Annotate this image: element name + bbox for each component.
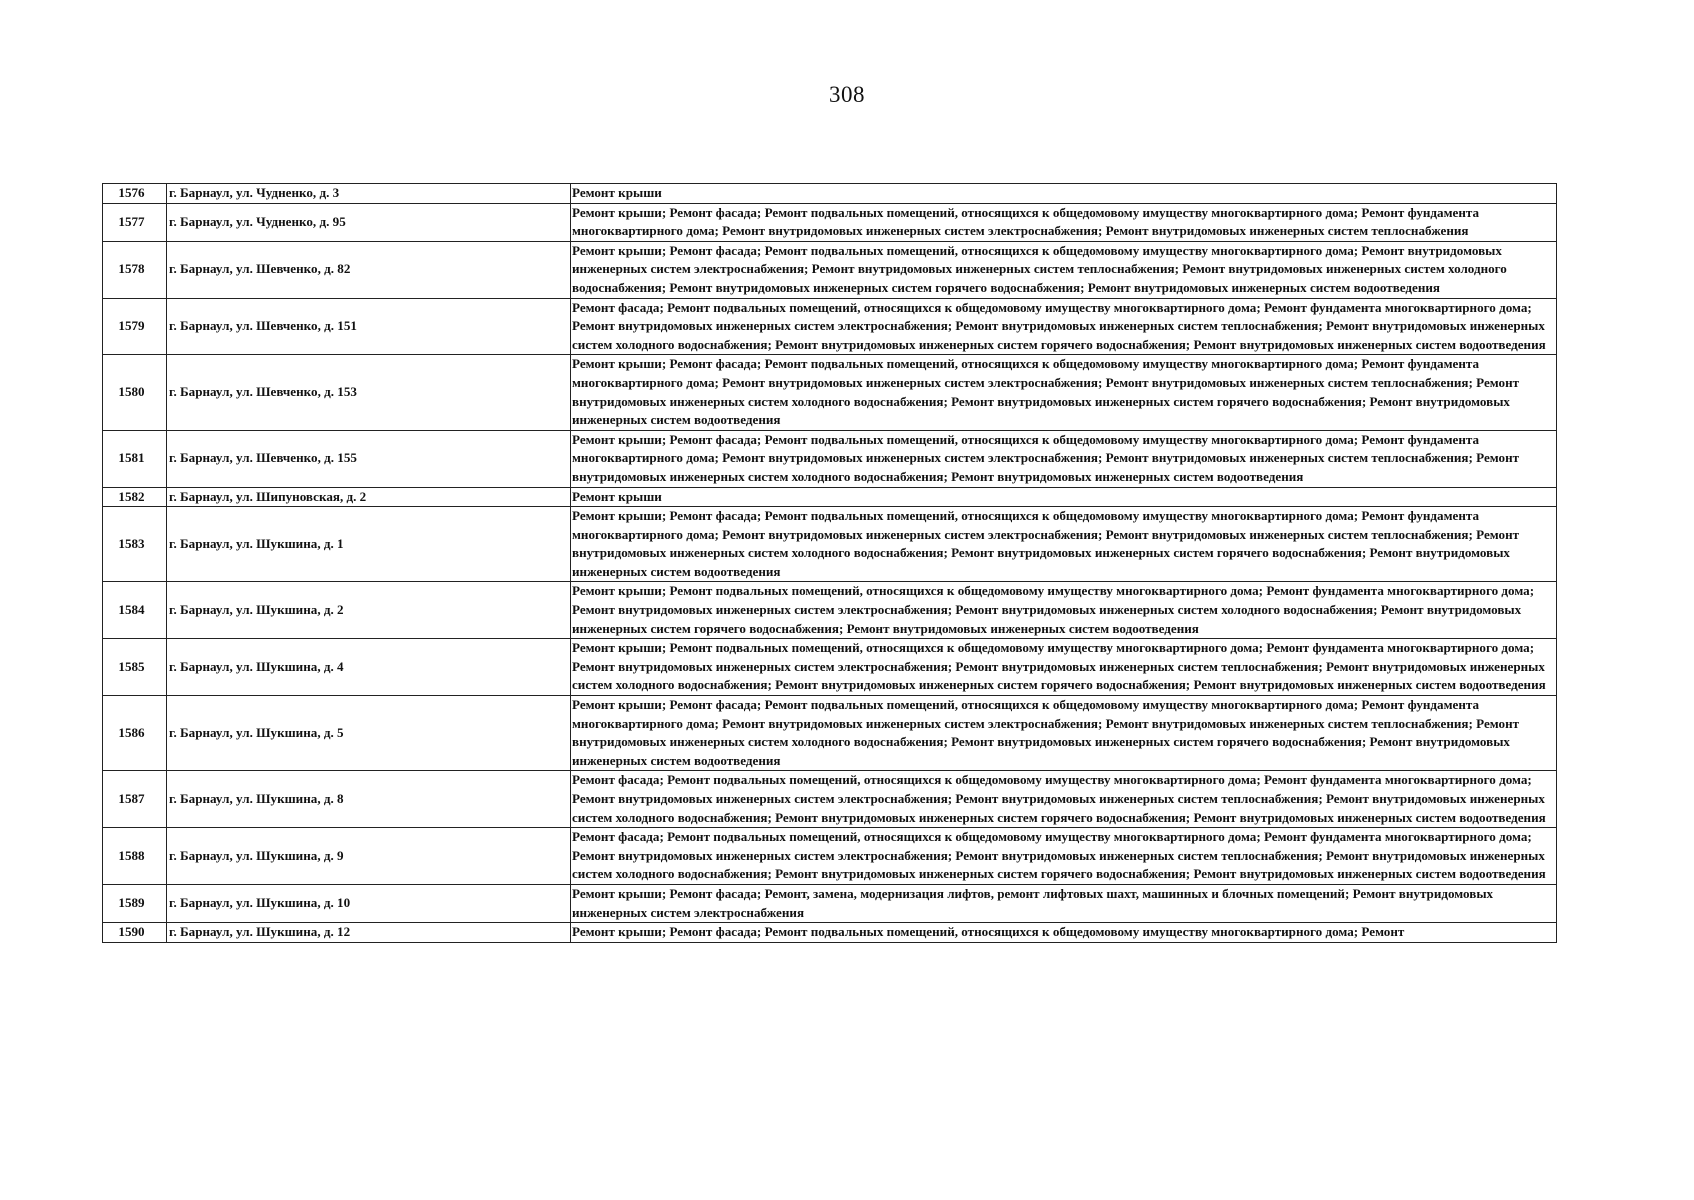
table-row [103,639,1557,696]
row-number: 1582 [103,487,167,507]
table-row [103,771,1557,828]
works-cell: Ремонт фасада; Ремонт подвальных помещений, относящихся к общедомовому имуществу многоквартирного дома; Ремонт фундамента многоквартирного дома; Ремонт внутридомовых инженерных систем электроснабжения; Ремонт внутридомовых инженерных систем теплоснабжения; Ремонт внутридомовых инженерных систем холодного водоснабжения; Ремонт внутридомовых инженерных систем горячего водоснабжения; Ремонт внутридомовых инженерных систем водоотведения [571,298,1557,355]
address-cell: г. Барнаул, ул. Шевченко, д. 82 [167,241,571,298]
table-row [103,298,1557,355]
works-cell: Ремонт крыши; Ремонт фасада; Ремонт подвальных помещений, относящихся к общедомовому имуществу многоквартирного дома; Ремонт внутридомовых инженерных систем электроснабжения; Ремонт внутридомовых инженерных систем теплоснабжения; Ремонт внутридомовых инженерных систем холодного водоснабжения; Ремонт внутридомовых инженерных систем горячего водоснабжения; Ремонт внутридомовых инженерных систем водоотведения [571,241,1557,298]
works-cell: Ремонт крыши; Ремонт фасада; Ремонт подвальных помещений, относящихся к общедомовому имуществу многоквартирного дома; Ремонт фундамента многоквартирного дома; Ремонт внутридомовых инженерных систем электроснабжения; Ремонт внутридомовых инженерных систем теплоснабжения; Ремонт внутридомовых инженерных систем холодного водоснабжения; Ремонт внутридомовых инженерных систем горячего водоснабжения; Ремонт внутридомовых инженерных систем водоотведения [571,355,1557,430]
works-cell: Ремонт крыши; Ремонт фасада; Ремонт подвальных помещений, относящихся к общедомовому имуществу многоквартирного дома; Ремонт фундамента многоквартирного дома; Ремонт внутридомовых инженерных систем электроснабжения; Ремонт внутридомовых инженерных систем теплоснабжения; Ремонт внутридомовых инженерных систем холодного водоснабжения; Ремонт внутридомовых инженерных систем горячего водоснабжения; Ремонт внутридомовых инженерных систем водоотведения [571,507,1557,582]
table-body [103,184,1557,943]
table-row [103,430,1557,487]
row-number: 1587 [103,771,167,828]
works-cell: Ремонт фасада; Ремонт подвальных помещений, относящихся к общедомовому имуществу многоквартирного дома; Ремонт фундамента многоквартирного дома; Ремонт внутридомовых инженерных систем электроснабжения; Ремонт внутридомовых инженерных систем теплоснабжения; Ремонт внутридомовых инженерных систем холодного водоснабжения; Ремонт внутридомовых инженерных систем горячего водоснабжения; Ремонт внутридомовых инженерных систем водоотведения [571,771,1557,828]
table-row [103,884,1557,922]
row-number: 1586 [103,696,167,771]
works-cell: Ремонт крыши; Ремонт фасада; Ремонт, замена, модернизация лифтов, ремонт лифтовых шахт, машинных и блочных помещений; Ремонт внутридомовых инженерных систем электроснабжения [571,884,1557,922]
works-cell: Ремонт крыши; Ремонт фасада; Ремонт подвальных помещений, относящихся к общедомовому имуществу многоквартирного дома; Ремонт фундамента многоквартирного дома; Ремонт внутридомовых инженерных систем электроснабжения; Ремонт внутридомовых инженерных систем теплоснабжения; Ремонт внутридомовых инженерных систем холодного водоснабжения; Ремонт внутридомовых инженерных систем водоотведения [571,430,1557,487]
table-row [103,828,1557,885]
address-cell: г. Барнаул, ул. Шевченко, д. 155 [167,430,571,487]
row-number: 1590 [103,923,167,943]
table-row [103,184,1557,204]
row-number: 1577 [103,203,167,241]
works-cell: Ремонт фасада; Ремонт подвальных помещений, относящихся к общедомовому имуществу многоквартирного дома; Ремонт фундамента многоквартирного дома; Ремонт внутридомовых инженерных систем электроснабжения; Ремонт внутридомовых инженерных систем теплоснабжения; Ремонт внутридомовых инженерных систем холодного водоснабжения; Ремонт внутридомовых инженерных систем горячего водоснабжения; Ремонт внутридомовых инженерных систем водоотведения [571,828,1557,885]
address-cell: г. Барнаул, ул. Шукшина, д. 2 [167,582,571,639]
address-cell: г. Барнаул, ул. Шукшина, д. 10 [167,884,571,922]
address-cell: г. Барнаул, ул. Чудненко, д. 3 [167,184,571,204]
repair-works-table [102,183,1557,943]
address-cell: г. Барнаул, ул. Чудненко, д. 95 [167,203,571,241]
row-number: 1578 [103,241,167,298]
works-cell: Ремонт крыши [571,487,1557,507]
address-cell: г. Барнаул, ул. Шукшина, д. 1 [167,507,571,582]
works-cell: Ремонт крыши; Ремонт подвальных помещений, относящихся к общедомовому имуществу многоквартирного дома; Ремонт фундамента многоквартирного дома; Ремонт внутридомовых инженерных систем электроснабжения; Ремонт внутридомовых инженерных систем холодного водоснабжения; Ремонт внутридомовых инженерных систем горячего водоснабжения; Ремонт внутридомовых инженерных систем водоотведения [571,582,1557,639]
address-cell: г. Барнаул, ул. Шукшина, д. 8 [167,771,571,828]
works-cell: Ремонт крыши; Ремонт фасада; Ремонт подвальных помещений, относящихся к общедомовому имуществу многоквартирного дома; Ремонт фундамента многоквартирного дома; Ремонт внутридомовых инженерных систем электроснабжения; Ремонт внутридомовых инженерных систем теплоснабжения; Ремонт внутридомовых инженерных систем холодного водоснабжения; Ремонт внутридомовых инженерных систем горячего водоснабжения; Ремонт внутридомовых инженерных систем водоотведения [571,696,1557,771]
row-number: 1585 [103,639,167,696]
table-row [103,582,1557,639]
address-cell: г. Барнаул, ул. Шукшина, д. 5 [167,696,571,771]
address-cell: г. Барнаул, ул. Шевченко, д. 153 [167,355,571,430]
row-number: 1589 [103,884,167,922]
table-row [103,507,1557,582]
table-row [103,241,1557,298]
address-cell: г. Барнаул, ул. Шипуновская, д. 2 [167,487,571,507]
row-number: 1580 [103,355,167,430]
works-cell: Ремонт крыши [571,184,1557,204]
address-cell: г. Барнаул, ул. Шукшина, д. 9 [167,828,571,885]
row-number: 1588 [103,828,167,885]
row-number: 1581 [103,430,167,487]
address-cell: г. Барнаул, ул. Шукшина, д. 4 [167,639,571,696]
row-number: 1576 [103,184,167,204]
table-row [103,203,1557,241]
row-number: 1583 [103,507,167,582]
table-row [103,923,1557,943]
works-cell: Ремонт крыши; Ремонт фасада; Ремонт подвальных помещений, относящихся к общедомовому имуществу многоквартирного дома; Ремонт фундамента многоквартирного дома; Ремонт внутридомовых инженерных систем электроснабжения; Ремонт внутридомовых инженерных систем теплоснабжения [571,203,1557,241]
page-number: 308 [829,82,865,107]
works-cell: Ремонт крыши; Ремонт фасада; Ремонт подвальных помещений, относящихся к общедомовому имуществу многоквартирного дома; Ремонт [571,923,1557,943]
row-number: 1579 [103,298,167,355]
works-cell: Ремонт крыши; Ремонт подвальных помещений, относящихся к общедомовому имуществу многоквартирного дома; Ремонт фундамента многоквартирного дома; Ремонт внутридомовых инженерных систем электроснабжения; Ремонт внутридомовых инженерных систем теплоснабжения; Ремонт внутридомовых инженерных систем холодного водоснабжения; Ремонт внутридомовых инженерных систем горячего водоснабжения; Ремонт внутридомовых инженерных систем водоотведения [571,639,1557,696]
table-row [103,487,1557,507]
address-cell: г. Барнаул, ул. Шевченко, д. 151 [167,298,571,355]
table-row [103,355,1557,430]
table-row [103,696,1557,771]
address-cell: г. Барнаул, ул. Шукшина, д. 12 [167,923,571,943]
row-number: 1584 [103,582,167,639]
